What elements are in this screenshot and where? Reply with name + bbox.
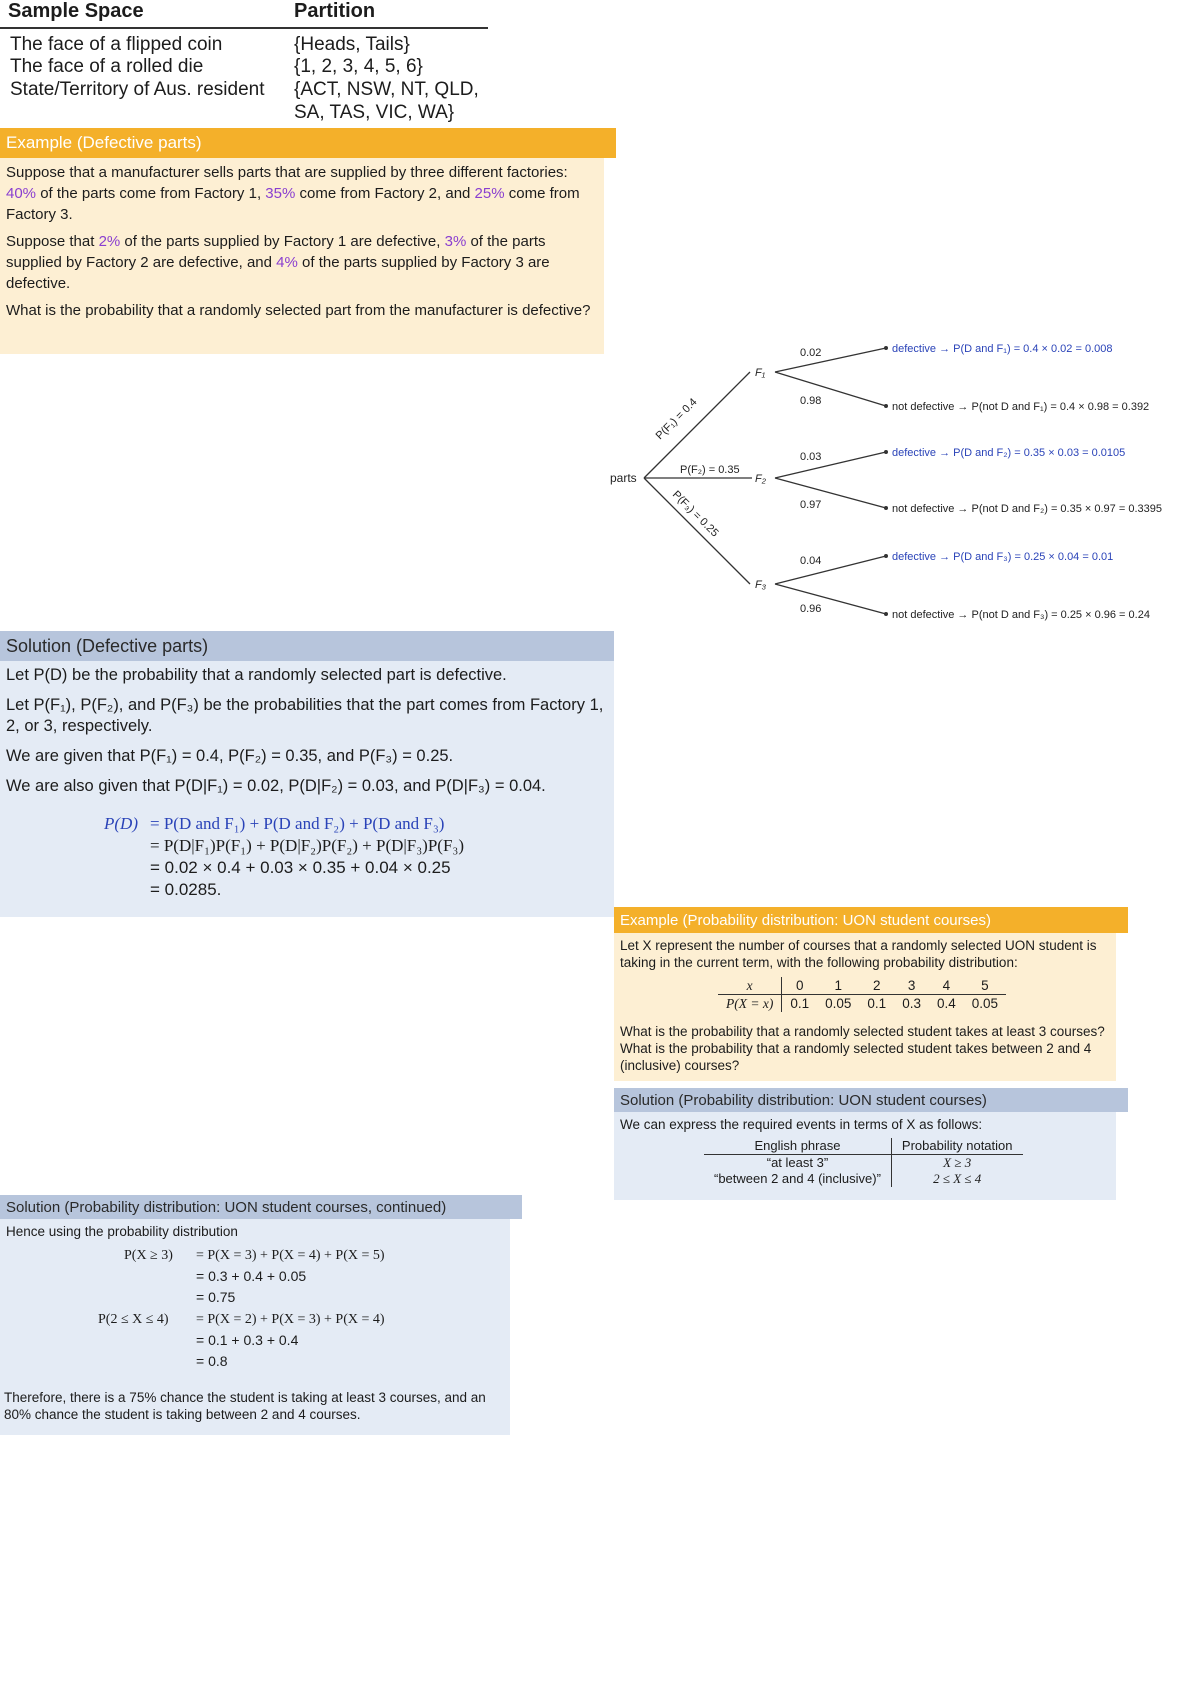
solution-continued-intro: Hence using the probability distribution <box>6 1224 238 1239</box>
example-defective-p1: Suppose that a manufacturer sells parts that are supplied by three different factories: 40% of the parts come from Factory 1, 35% come from Factory 2, and 25% come from Factory 3. <box>6 164 580 223</box>
probability-tree <box>600 330 1200 630</box>
dist-x-4: 4 <box>929 977 964 995</box>
dist-p-5: 0.05 <box>971 996 999 1011</box>
branch-f3 <box>644 478 750 584</box>
solution-uon-continued-title: Solution (Probability distribution: UON student courses, continued) <box>0 1195 522 1219</box>
branch-f3-notdef <box>775 584 886 614</box>
eq-lhs: P(D) <box>104 814 138 833</box>
dist-x-5: 5 <box>964 977 1006 995</box>
dist-p-1: 0.05 <box>825 996 852 1011</box>
solution-defective-title: Solution (Defective parts) <box>0 631 614 661</box>
branch-f1-def <box>775 348 886 372</box>
row-state-space: State/Territory of Aus. resident <box>10 79 265 100</box>
tree-outcome-6: not defective → P(not D and F₃) = 0.25 × 0.96 = 0.24 <box>892 609 1150 621</box>
tree-outcome-2: not defective → P(not D and F₁) = 0.4 × 0.98 = 0.392 <box>892 401 1150 413</box>
phrase-row-2: “between 2 and 4 (inclusive)” <box>704 1171 891 1187</box>
solution-conclusion: Therefore, there is a 75% chance the student is taking at least 3 courses, and an 80% chance the student is taking between 2 and 4 courses. <box>4 1390 486 1422</box>
example-uon-title: Example (Probability distribution: UON student courses) <box>614 907 1128 933</box>
eq-line-4: = 0.0285. <box>150 880 222 899</box>
tree-branch-f1-label: P(F₁) = 0.4 <box>653 396 700 443</box>
branch-f2-notdef <box>775 478 886 508</box>
dist-p-3: 0.3 <box>902 996 921 1011</box>
example-uon-q1: What is the probability that a randomly selected student takes at least 3 courses? <box>620 1024 1105 1039</box>
example-uon-q2: What is the probability that a randomly selected student takes between 2 and 4 (inclusive) courses? <box>620 1041 1092 1073</box>
dist-p-2: 0.1 <box>867 996 887 1011</box>
example-defective-p2: Suppose that 2% of the parts supplied by Factory 1 are defective, 3% of the parts supplied by Factory 2 are defective, and 4% of the parts supplied by Factory 3 are defective. <box>6 233 550 292</box>
notation-row-2: 2 ≤ X ≤ 4 <box>933 1171 982 1186</box>
notation-row-1: X ≥ 3 <box>943 1155 972 1170</box>
tree-branch-f2-label: P(F₂) = 0.35 <box>680 464 740 476</box>
solution-uon-continued-body <box>0 1219 510 1435</box>
branch-f1-notdef <box>775 372 886 406</box>
eq-line-3: = 0.02 × 0.4 + 0.03 × 0.35 + 0.04 × 0.25 <box>150 858 451 877</box>
eq-a-1: = P(X = 3) + P(X = 4) + P(X = 5) <box>196 1248 385 1263</box>
tree-prob-f3-def: 0.04 <box>800 555 822 567</box>
header-rule <box>0 27 488 29</box>
tree-outcome-3: defective → P(D and F₂) = 0.35 × 0.03 = 0.0105 <box>892 447 1126 459</box>
example-uon-body <box>614 933 1116 1081</box>
notation-col-header: Probability notation <box>891 1138 1022 1155</box>
eq-line-2: = P(D|F₁)P(F₁) + P(D|F₂)P(F₂) + P(D|F₃)P(F₃) <box>150 836 465 855</box>
solution-uon-title: Solution (Probability distribution: UON student courses) <box>614 1088 1128 1112</box>
dist-x-label: x <box>718 977 782 995</box>
tree-prob-f1-def: 0.02 <box>800 347 822 359</box>
tree-prob-f2-notdef: 0.97 <box>800 499 822 511</box>
dist-x-3: 3 <box>894 977 929 995</box>
solution-defective-p4: We are also given that P(D|F₁) = 0.02, P(D|F₂) = 0.03, and P(D|F₃) = 0.04. <box>6 777 546 795</box>
row-coin-space: The face of a flipped coin <box>10 34 223 55</box>
solution-defective-body <box>0 661 614 917</box>
phrase-col-header: English phrase <box>704 1138 891 1155</box>
branch-f1 <box>644 372 750 478</box>
tree-prob-f2-def: 0.03 <box>800 451 822 463</box>
row-die-partition: {1, 2, 3, 4, 5, 6} <box>294 56 423 77</box>
solution-defective-p1: Let P(D) be the probability that a randomly selected part is defective. <box>6 666 507 684</box>
distribution-table <box>718 977 1006 1012</box>
dist-x-0: 0 <box>782 977 817 995</box>
dist-p-4: 0.4 <box>936 996 956 1011</box>
tree-root: parts <box>610 471 637 485</box>
example-uon-intro: Let X represent the number of courses that a randomly selected UON student is taking in the current term, with the following probability distribution: <box>620 938 1097 970</box>
tree-prob-f3-notdef: 0.96 <box>800 603 822 615</box>
example-defective-title: Example (Defective parts) <box>0 128 616 158</box>
row-die-space: The face of a rolled die <box>10 56 204 77</box>
eq-a-lhs: P(X ≥ 3) <box>124 1248 173 1263</box>
dist-x-1: 1 <box>817 977 859 995</box>
eq-line-1: = P(D and F₁) + P(D and F₂) + P(D and F₃) <box>150 814 445 833</box>
tree-outcome-5: defective → P(D and F₃) = 0.25 × 0.04 = 0.01 <box>892 551 1114 563</box>
branch-f2-def <box>775 452 886 478</box>
solution-uon-intro: We can express the required events in terms of X as follows: <box>620 1117 983 1132</box>
row-state-partition-cont: SA, TAS, VIC, WA} <box>294 102 455 123</box>
example-defective-question: What is the probability that a randomly selected part from the manufacturer is defective? <box>6 302 591 319</box>
tree-outcome-4: not defective → P(not D and F₂) = 0.35 × 0.97 = 0.3395 <box>892 503 1162 515</box>
phrase-table <box>704 1138 1023 1187</box>
tree-branch-f3-label: P(F₃) = 0.25 <box>669 488 721 540</box>
tree-node-f3: F₃ <box>755 579 767 591</box>
tree-node-f1: F₁ <box>755 367 766 379</box>
eq-b-1: = P(X = 2) + P(X = 3) + P(X = 4) <box>196 1312 385 1327</box>
eq-b-lhs: P(2 ≤ X ≤ 4) <box>98 1312 169 1327</box>
phrase-row-1: “at least 3” <box>704 1155 891 1172</box>
dist-x-2: 2 <box>859 977 894 995</box>
dist-p-0: 0.1 <box>790 996 810 1011</box>
eq-b-3: = 0.8 <box>196 1353 228 1369</box>
eq-a-3: = 0.75 <box>196 1289 236 1305</box>
solution-uon-body <box>614 1112 1116 1200</box>
row-coin-partition: {Heads, Tails} <box>294 34 410 55</box>
example-defective-body <box>0 158 604 354</box>
tree-prob-f1-notdef: 0.98 <box>800 395 822 407</box>
eq-a-2: = 0.3 + 0.4 + 0.05 <box>196 1268 307 1284</box>
branch-f3-def <box>775 556 886 584</box>
eq-b-2: = 0.1 + 0.3 + 0.4 <box>196 1332 299 1348</box>
tree-node-f2: F₂ <box>755 473 766 485</box>
dist-p-label: P(X = x) <box>718 995 782 1013</box>
row-state-partition: {ACT, NSW, NT, QLD, <box>294 79 479 100</box>
solution-defective-p3: We are given that P(F₁) = 0.4, P(F₂) = 0.35, and P(F₃) = 0.25. <box>6 747 454 765</box>
header-partition: Partition <box>294 0 376 22</box>
solution-defective-p2: Let P(F₁), P(F₂), and P(F₃) be the probabilities that the part comes from Factory 1, 2, or 3, respectively. <box>6 696 604 735</box>
header-sample-space: Sample Space <box>8 0 144 22</box>
tree-outcome-1: defective → P(D and F₁) = 0.4 × 0.02 = 0.008 <box>892 343 1113 355</box>
